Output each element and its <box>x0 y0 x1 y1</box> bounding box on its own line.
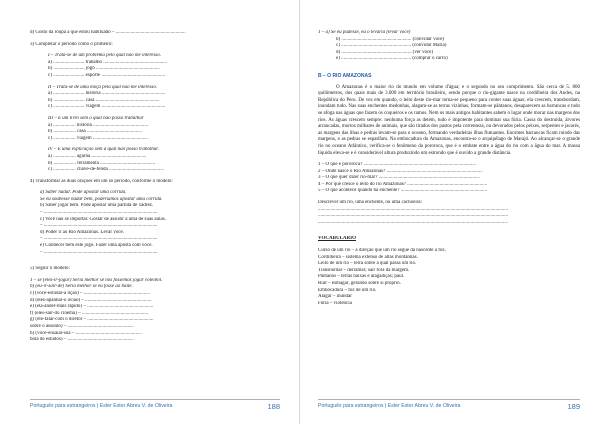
vocab-item: Leito de um rio – terra sobre a qual passa um rio. <box>318 261 417 267</box>
exercise-line: c) ......................... viagem ................................................... <box>48 104 166 110</box>
question-item: 5 – O que acontece quando há enchente? ..................................................................... <box>318 188 487 194</box>
vocab-item: Transbordar – derramar; sair fora da margem. <box>318 267 410 273</box>
exercise-line: – ........................................................................................... <box>40 249 158 255</box>
describe-lines <box>318 207 580 227</box>
exercise-line: – ........................................................................................... <box>40 223 158 229</box>
exercise-line: 1 – a) Se eu pudesse, eu o levaria (levar você) <box>318 30 411 35</box>
exercise-line: f) (eles-sair-do cinema) – ..................................................... <box>30 310 149 316</box>
right-page-footer <box>318 399 580 412</box>
exercise-line: b) .................. ferramenta ............................................ <box>48 160 156 166</box>
exercise-continuation <box>318 30 580 63</box>
exercise-line: a) ......................... trabalho ................................................... <box>48 59 168 65</box>
exercise-line <box>30 256 280 266</box>
question-item: 2 – Onde nasce o Rio Amazonas? ............................................................................. <box>318 168 483 174</box>
exercise-line: g) (ele-falar-com o diretor – ..................................................... <box>30 317 154 323</box>
exercise-line: b) (eu-ir-sair-de) Seria melhor se eu fosse ao baile. <box>30 284 133 290</box>
page-number: 188 <box>267 402 280 411</box>
vocab-item: Embocadura – foz de um rio. <box>318 287 377 293</box>
vocabulary-list <box>318 248 580 307</box>
exercise-line: bola de estudos) – ..................................................... <box>30 337 134 343</box>
exercise-line: e) (ela-ander-mais rápido) – ..................................................... <box>30 304 154 310</box>
exercise-line: d) Poder ir ao Rio Amazonas. Levar você. <box>40 229 125 235</box>
exercise-line: c) .................. chave-de-fenda ............................................ <box>48 167 164 173</box>
answer-line: ........................................................................................................................................................ <box>318 219 508 225</box>
answer-line: ........................................................................................................................................................ <box>318 206 508 212</box>
exercise-line: – ........................................................................................... <box>40 236 158 242</box>
exercise-line: 1 – se (eles-ir-jogar) Seria melhor se nós fôssemos jogar voleibol. <box>30 277 163 283</box>
vocab-item: Fúria – violência <box>318 300 352 306</box>
exercise-line: d) Gosto da roupa a que estou habituado – ........................................................ <box>30 30 186 35</box>
exercise-line: 4) Transformar as duas orações em um só período, conforme o modelo: <box>30 178 173 184</box>
exercise-line: c) ......................... esporte ................................................... <box>48 72 166 78</box>
vocab-item: Curso de um rio – a direção que um rio segue da nascente à foz. <box>318 248 446 254</box>
exercise-line: d) (eles-apanhar-o avião) – ..................................................... <box>30 297 152 303</box>
exercise-line: a) ......................... história ................................................... <box>48 91 166 97</box>
exercise-line: Se eu soubesse nadar bem, poderíamos apostar uma corrida. <box>40 196 163 202</box>
vocab-item: Ruir – esmagar, gerando sobre si próprio. <box>318 281 401 286</box>
exercise-line: b) ......................... jogo ................................................... <box>48 66 160 72</box>
section-title: B – O RIO AMAZONAS <box>318 72 372 79</box>
question-item: 1 – O que é pororoca? .......................................................................................... <box>318 162 477 168</box>
exercise-line: I – Trata-se de um problema pelo qual não me interesso. <box>48 53 162 59</box>
exercise-line: a) .................. história ............................................ <box>48 122 149 128</box>
right-page <box>300 0 600 424</box>
exercise-line: c) .................. viagem ............................................ <box>48 135 148 141</box>
question-item: 4 – Por que cresce o leito do rio Amazonas? ................................................................ <box>318 181 488 187</box>
exercise-line: h) (você-ensaiar-sua – ..................................................... <box>30 330 142 336</box>
exercise-line: 5) Seguir o modelo: <box>30 266 70 272</box>
exercise-line: e) Conhecer bem este jogo. Fazer uma aposta com você. <box>40 243 153 249</box>
exercise-line: IV – É uma explicação sem a qual não posso trabalhar. <box>48 147 159 153</box>
answer-line: ........................................................................................................................................................ <box>318 213 508 219</box>
vocab-item: Alagar – inundar <box>318 294 352 300</box>
exercise-line: c) (você-estudar-a lição) – ..................................................... <box>30 291 151 296</box>
exercise-line: III – É um livro sem o qual não posso trabalhar <box>48 115 144 121</box>
right-page-content <box>318 30 580 307</box>
left-page-content <box>30 30 280 344</box>
exercise-line: b) ......................... casa ................................................... <box>48 97 160 103</box>
exercise-line: b) ........................................................ (convidar você) <box>336 36 445 42</box>
exercise-line: e) ........................................................ (comprar o carro) <box>336 56 448 62</box>
reading-paragraph: O Amazonas é o maior rio do mundo em volume d'água; e o segundo no seu comprimento. São cerca de 5. 800 quilômetros, dos quais mais de 3.000 em território brasileiro, sendo porque o rio-gigante nasce na cordilheira dos Andes, na República do Peru. De vez em quando, o leito deste rio-mar torna-se pequeno para conter suas águas; ela crescem, transbordam, inundam tudo. Nas suas enchentes medonhas, alagam-se as terras vizinhas, formam-se pântanos, desaparecem as barrancas e tudo se afoga nas águas que fazem os coqueiros e os ramos. Nem os mais antigos habitantes sabem o lugar onde morar nas margens dos rios. As águas crescem sempre: nenhuma força as detém, tudo é impotente para dominar sua fúria. Cassa do destruída, árvores arrancadas, mortos milhares de animais, que são tirados dos pastos pela correnteza, ou devorados pelos peixes, serpentes e jacarés, as margens das ilhas e pedras levam-se para o oceano, formando verdadeiras ilhas flutuantes. Enormes barrancas ficam ruindo das margens, e as pedras se espatifam. Na embocadura do Amazonas, encontra-se o arquipélago de Marajó. Ao alcançar-se o grande rio no oceano Atlântico, verifica-se o fenômeno da pororoca, que é o embate entre a água do rio com a água do mar. A massa líquida eleva-se e é considerável altura produzindo um estrondo que é ouvido a grande distância. <box>318 84 580 156</box>
vocab-item: Pântanos – terras baixas e alagadiças; paul. <box>318 274 405 280</box>
footer-text: Português para estrangeiros | Ester Ester Abreu V. de Oliveira <box>30 403 173 409</box>
exercise-line: b) .................. casa ............................................ <box>48 129 143 135</box>
exercise-line: b) Saber jogar bem. Pode apostar uma partida de xadrez. <box>40 203 154 209</box>
exercise-line: II – Trata-se de uma moça pela qual não me interesso. <box>48 84 158 90</box>
exercise-line: a) .................. agulha ............................................ <box>48 153 147 159</box>
exercise-line: c) Você não se importar. Gostar de assistir a uma de suas aulas. <box>40 216 166 222</box>
exercise-line: – ........................................................................................... <box>40 210 158 216</box>
exercise-line: c) ........................................................ (convidar Maria) <box>336 43 447 49</box>
footer-text: Português para estrangeiros | Ester Ester Abreu V. de Oliveira <box>318 403 461 409</box>
exercise-line: a) Saber nadar. Pode apostar uma corrida. <box>40 190 127 196</box>
exercise-line: d) ........................................................ (ver você) <box>336 49 434 55</box>
exercise-line: 3) Completar o período como o primeiro: <box>30 41 113 47</box>
describe-prompt: Descrever um rio, uma enchente, ou uma cachoeira: <box>318 200 422 206</box>
question-item: 3 – O que quer dizer rio-mar? ................................................................................. <box>318 175 480 181</box>
vocab-title: VOCABULÁRIO <box>318 236 356 242</box>
left-page-footer <box>30 399 280 412</box>
exercise-line: sobre o assunto) – ..................................................... <box>30 323 134 329</box>
question-list <box>318 162 580 195</box>
vocab-item: Cordilheira – sistema extenso de altas montanhas. <box>318 254 418 260</box>
page-number: 189 <box>567 402 580 411</box>
